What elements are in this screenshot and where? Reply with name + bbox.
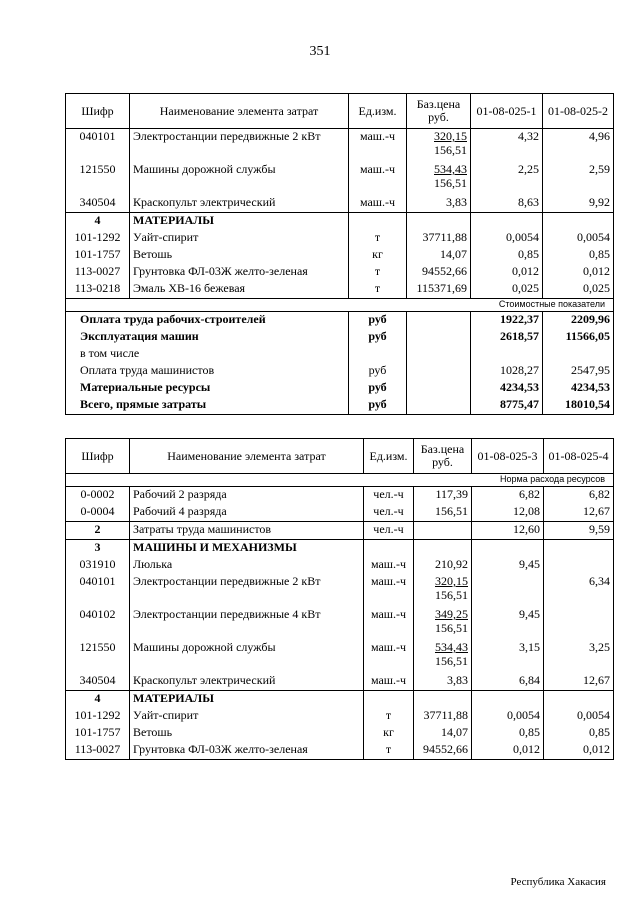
header-col2: 01-08-025-2 xyxy=(543,94,614,129)
table-row: 040101 Электростанции передвижные 2 кВт маш.-ч 320,15 156,51 6,34 xyxy=(66,574,614,607)
header-code: Шифр xyxy=(66,94,130,129)
table-row: 113-0027 Грунтовка ФЛ-03Ж желто-зеленая т 94552,66 0,012 0,012 xyxy=(66,264,614,281)
summary-row: Оплата труда рабочих-строителей руб 1922,37 2209,96 xyxy=(66,312,614,330)
summary-row: Оплата труда машинистов руб 1028,27 2547,95 xyxy=(66,363,614,380)
header-name: Наименование элемента затрат xyxy=(130,439,364,474)
header-price: Баз.цена руб. xyxy=(414,439,472,474)
header-unit: Ед.изм. xyxy=(364,439,414,474)
section-header: 3 МАШИНЫ И МЕХАНИЗМЫ xyxy=(66,540,614,558)
table-header xyxy=(66,439,614,474)
table-row: 040102 Электростанции передвижные 4 кВт маш.-ч 349,25 156,51 9,45 xyxy=(66,607,614,640)
table-header xyxy=(66,94,614,129)
summary-row: в том числе xyxy=(66,346,614,363)
page-number: 351 xyxy=(309,44,331,59)
table-row: 121550 Машины дорожной службы маш.-ч 534,43 156,51 2,25 2,59 xyxy=(66,162,614,195)
section-header: 2 Затраты труда машинистов чел.-ч 12,60 9,59 xyxy=(66,522,614,540)
table-row: 101-1757 Ветошь кг 14,07 0,85 0,85 xyxy=(66,247,614,264)
table-row: 101-1292 Уайт-спирит т 37711,88 0,0054 0,0054 xyxy=(66,708,614,725)
section-header: 4 МАТЕРИАЛЫ xyxy=(66,691,614,709)
header-col1: 01-08-025-1 xyxy=(471,94,543,129)
table-row: 0-0004 Рабочий 4 разряда чел.-ч 156,51 12,08 12,67 xyxy=(66,504,614,522)
cost-table-1 xyxy=(65,93,614,415)
table-row: 113-0218 Эмаль ХВ-16 бежевая т 115371,69 0,025 0,025 xyxy=(66,281,614,299)
header-price: Баз.цена руб. xyxy=(407,94,471,129)
table-row: 340504 Краскопульт электрический маш.-ч 3,83 8,63 9,92 xyxy=(66,195,614,213)
table-caption: Норма расхода ресурсов xyxy=(66,474,614,487)
header-col1: 01-08-025-3 xyxy=(472,439,544,474)
table-row: 040101 Электростанции передвижные 2 кВт маш.-ч 320,15 156,51 4,32 4,96 xyxy=(66,129,614,163)
table-row: 0-0002 Рабочий 2 разряда чел.-ч 117,39 6,82 6,82 xyxy=(66,487,614,505)
section-header: 4 МАТЕРИАЛЫ xyxy=(66,213,614,231)
summary-row: Материальные ресурсы руб 4234,53 4234,53 xyxy=(66,380,614,397)
header-code: Шифр xyxy=(66,439,130,474)
header-col2: 01-08-025-4 xyxy=(544,439,614,474)
header-unit: Ед.изм. xyxy=(349,94,407,129)
table-caption: Стоимостные показатели xyxy=(66,299,614,312)
table-row: 101-1757 Ветошь кг 14,07 0,85 0,85 xyxy=(66,725,614,742)
table-row: 340504 Краскопульт электрический маш.-ч 3,83 6,84 12,67 xyxy=(66,673,614,691)
header-name: Наименование элемента затрат xyxy=(130,94,349,129)
table-row: 031910 Люлька маш.-ч 210,92 9,45 xyxy=(66,557,614,574)
cost-table-2 xyxy=(65,438,614,760)
page-footer: Республика Хакасия xyxy=(510,876,606,888)
table-row: 113-0027 Грунтовка ФЛ-03Ж желто-зеленая т 94552,66 0,012 0,012 xyxy=(66,742,614,760)
table-row: 121550 Машины дорожной службы маш.-ч 534,43 156,51 3,15 3,25 xyxy=(66,640,614,673)
table-row: 101-1292 Уайт-спирит т 37711,88 0,0054 0,0054 xyxy=(66,230,614,247)
summary-row: Эксплуатация машин руб 2618,57 11566,05 xyxy=(66,329,614,346)
summary-row: Всего, прямые затраты руб 8775,47 18010,54 xyxy=(66,397,614,415)
